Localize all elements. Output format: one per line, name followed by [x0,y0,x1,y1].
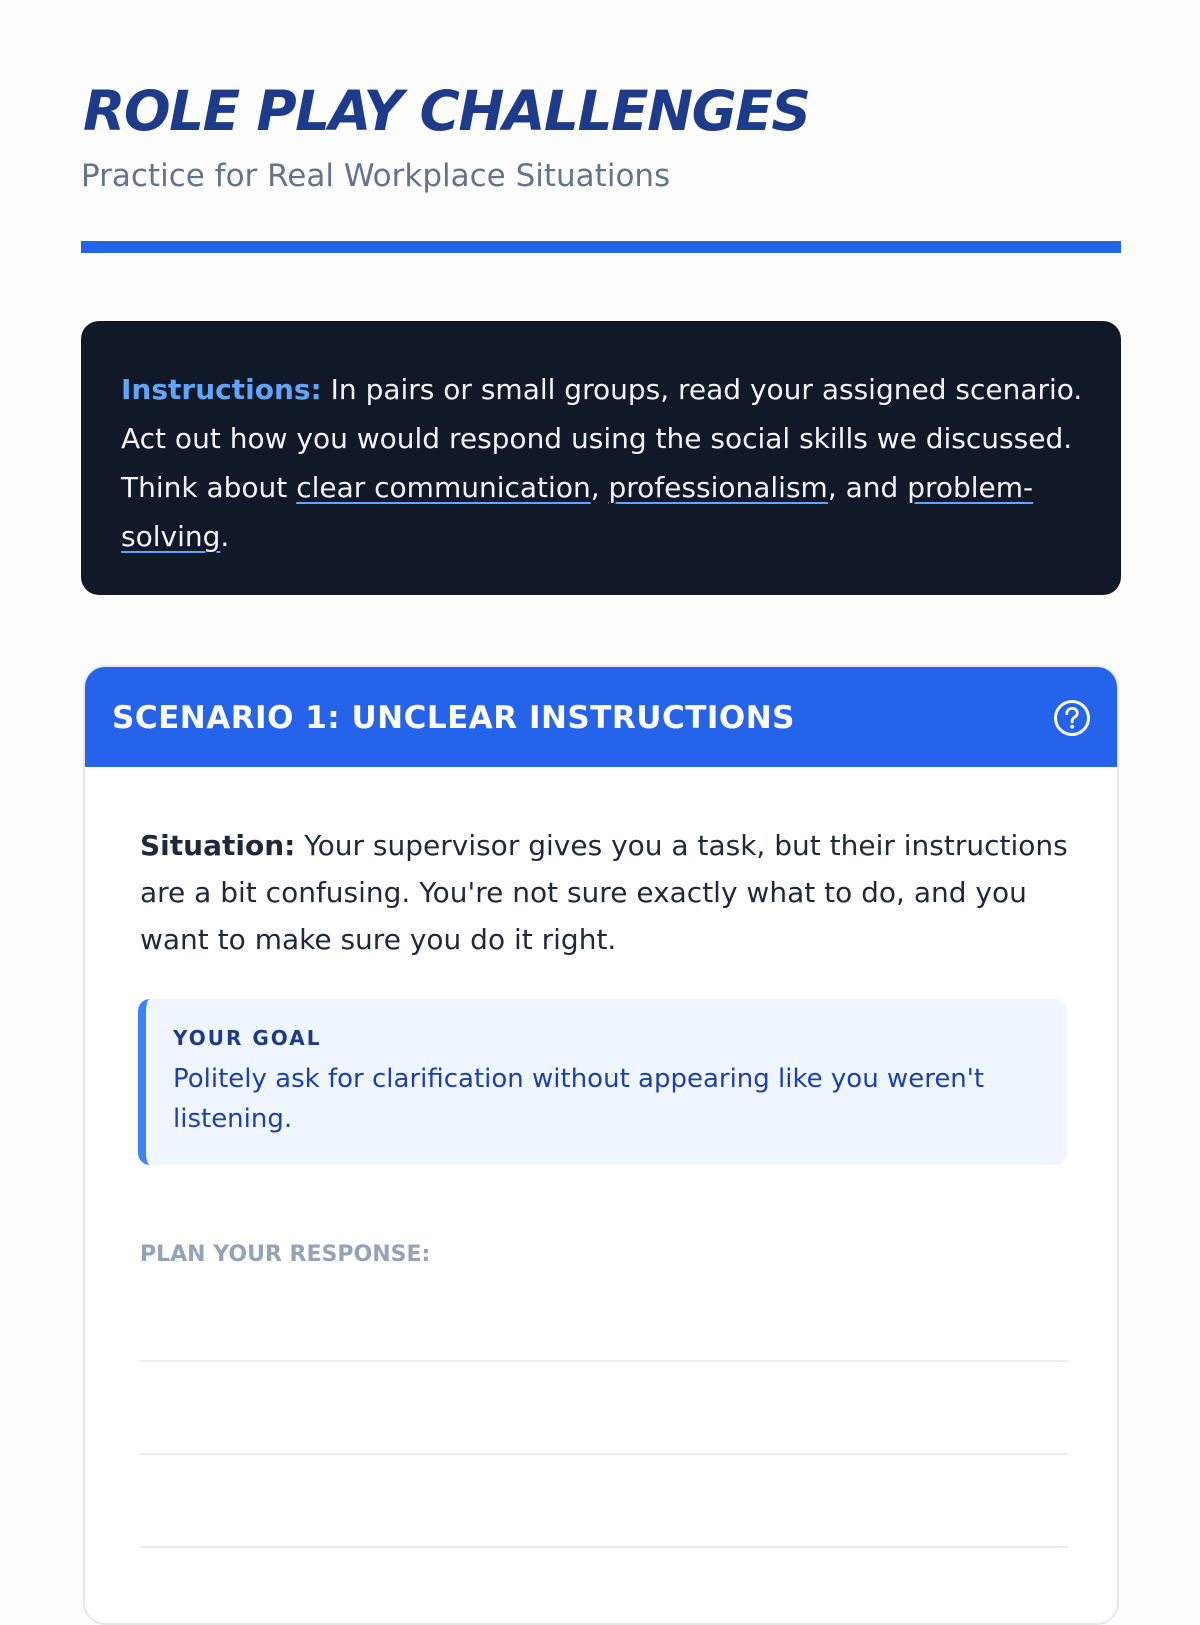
keyword-professionalism: professionalism [608,471,828,504]
instructions-lead: Instructions: [121,373,322,406]
instructions-text: In pairs or small groups, read your assigned scenario. Act out how you would respond using the social skills we discussed. Think about [121,373,1083,504]
situation-text-block [140,822,1070,963]
response-line[interactable] [140,1453,1068,1455]
instructions-separator: , [590,471,609,504]
response-line[interactable] [140,1546,1068,1548]
goal-text: Politely ask for clarification without appearing like you weren't listening. [173,1064,985,1134]
scenario-card [83,665,1119,1625]
goal-box [138,999,1067,1165]
instructions-end: . [220,520,230,553]
keyword-problem-solving: problem-solving [121,471,1034,553]
header-divider [81,241,1121,253]
goal-label: YOUR GOAL [173,1026,322,1050]
plan-response-label: PLAN YOUR RESPONSE: [140,1242,431,1267]
instructions-separator: , and [827,471,908,504]
scenario-title: SCENARIO 1: UNCLEAR INSTRUCTIONS [112,700,795,736]
situation-text: Your supervisor gives you a task, but their instructions are a bit confusing. You're not sure exactly what to do, and you want to make sure you do it right. [140,829,1068,956]
page-title: ROLE PLAY CHALLENGES [83,79,810,143]
scenario-header [85,667,1117,767]
question-circle-icon[interactable] [1053,699,1091,737]
keyword-clear-communication: clear communication [296,471,591,504]
situation-lead: Situation: [140,829,296,862]
response-line[interactable] [140,1360,1068,1362]
instructions-box [81,321,1121,595]
page-subtitle: Practice for Real Workplace Situations [81,158,671,194]
